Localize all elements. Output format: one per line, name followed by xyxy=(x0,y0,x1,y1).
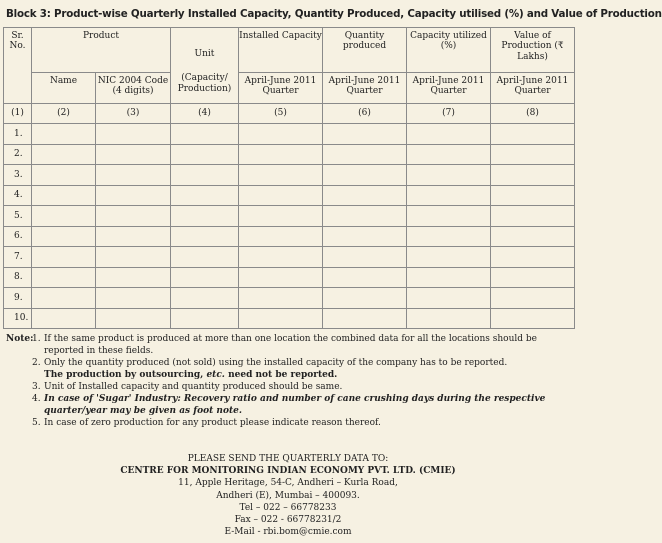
note-item xyxy=(32,333,572,357)
note-text: In case of zero production for any product please indicate reason thereof. xyxy=(44,418,381,428)
table-cell[interactable] xyxy=(239,267,323,288)
table-cell[interactable] xyxy=(323,206,407,227)
fax: Fax – 022 - 66778231/2 xyxy=(234,515,342,526)
send-instruction: PLEASE SEND THE QUARTERLY DATA TO: xyxy=(187,454,389,464)
table-cell[interactable] xyxy=(407,267,491,288)
note-item xyxy=(32,393,572,417)
table-cell[interactable] xyxy=(171,288,239,309)
table-cell[interactable] xyxy=(171,144,239,165)
notes-section xyxy=(6,333,572,429)
column-number: (3) xyxy=(96,104,171,124)
header-capacity-utilized: Capacity utilized (%) xyxy=(407,28,491,73)
header-quarter-7: April-June 2011 Quarter xyxy=(407,73,491,104)
table-cell[interactable] xyxy=(32,165,96,186)
table-row xyxy=(4,185,575,206)
table-cell[interactable] xyxy=(323,288,407,309)
table-cell[interactable] xyxy=(32,308,96,329)
table-cell[interactable] xyxy=(407,144,491,165)
note-number: 3. xyxy=(32,382,41,392)
header-quarter-6: April-June 2011 Quarter xyxy=(323,73,407,104)
note-item xyxy=(32,357,572,381)
table-cell[interactable] xyxy=(239,247,323,268)
note-bold-text: The production by outsourcing, xyxy=(44,370,207,380)
table-row xyxy=(4,247,575,268)
table-cell[interactable] xyxy=(407,247,491,268)
note-bold-italic-text: etc. xyxy=(206,370,225,380)
table-cell[interactable] xyxy=(32,144,96,165)
table-cell[interactable] xyxy=(96,144,171,165)
table-cell[interactable] xyxy=(32,206,96,227)
header-quantity-produced: Quantity produced xyxy=(323,28,407,73)
header-name: Name xyxy=(32,73,96,104)
table-cell[interactable] xyxy=(171,165,239,186)
table-cell[interactable] xyxy=(491,185,575,206)
address-line: 11, Apple Heritage, 54-C, Andheri – Kurla Road, xyxy=(178,478,398,489)
column-number: (7) xyxy=(407,104,491,124)
table-cell[interactable] xyxy=(491,144,575,165)
note-item xyxy=(32,417,572,429)
table-cell[interactable] xyxy=(239,288,323,309)
data-table xyxy=(3,27,575,329)
table-row xyxy=(4,226,575,247)
notes-label: Note: xyxy=(6,334,34,344)
table-cell[interactable] xyxy=(96,124,171,145)
table-cell[interactable] xyxy=(239,124,323,145)
header-unit-sub: (Capacity/ Production) xyxy=(177,73,232,94)
table-cell[interactable] xyxy=(323,165,407,186)
telephone: Tel – 022 – 66778233 xyxy=(239,502,337,513)
table-cell[interactable] xyxy=(96,185,171,206)
table-cell[interactable] xyxy=(491,247,575,268)
row-number: 4. xyxy=(4,185,32,206)
email: E-Mail - rbi.bom@cmie.com xyxy=(224,527,352,538)
table-cell[interactable] xyxy=(407,165,491,186)
table-cell[interactable] xyxy=(239,144,323,165)
header-installed-capacity: Installed Capacity xyxy=(239,28,323,73)
row-number: 10. xyxy=(4,308,32,329)
table-cell[interactable] xyxy=(239,206,323,227)
table-row xyxy=(4,124,575,145)
table-cell[interactable] xyxy=(323,226,407,247)
row-number: 8. xyxy=(4,267,32,288)
table-row xyxy=(4,144,575,165)
header-product: Product xyxy=(32,28,171,73)
table-cell[interactable] xyxy=(32,288,96,309)
table-cell[interactable] xyxy=(491,226,575,247)
row-number: 1. xyxy=(4,124,32,145)
table-cell[interactable] xyxy=(407,226,491,247)
address-line: Andheri (E), Mumbai – 400093. xyxy=(216,490,360,501)
table-row xyxy=(4,308,575,329)
table-cell[interactable] xyxy=(96,267,171,288)
table-cell[interactable] xyxy=(323,267,407,288)
table-cell[interactable] xyxy=(407,308,491,329)
table-cell[interactable] xyxy=(491,288,575,309)
table-cell[interactable] xyxy=(96,308,171,329)
table-cell[interactable] xyxy=(96,206,171,227)
table-cell[interactable] xyxy=(407,288,491,309)
table-cell[interactable] xyxy=(323,308,407,329)
table-cell[interactable] xyxy=(239,226,323,247)
note-number: 1. xyxy=(32,334,41,344)
column-number: (4) xyxy=(171,104,239,124)
table-cell[interactable] xyxy=(491,165,575,186)
table-cell[interactable] xyxy=(323,247,407,268)
table-cell[interactable] xyxy=(491,267,575,288)
column-number: (2) xyxy=(32,104,96,124)
table-cell[interactable] xyxy=(32,267,96,288)
note-text: Only the quantity produced (not sold) using the installed capacity of the company has to be reported. xyxy=(44,358,508,368)
note-item xyxy=(32,381,572,393)
table-cell[interactable] xyxy=(323,124,407,145)
table-cell[interactable] xyxy=(171,247,239,268)
note-bold-text: need not be reported. xyxy=(224,370,338,380)
table-row xyxy=(4,165,575,186)
notes-list xyxy=(6,333,572,429)
table-cell[interactable] xyxy=(407,124,491,145)
table-cell[interactable] xyxy=(407,185,491,206)
table-cell[interactable] xyxy=(323,185,407,206)
note-text: If the same product is produced at more than one location the combined data for all the locations should be reported in these fields. xyxy=(44,334,537,356)
table-cell[interactable] xyxy=(323,144,407,165)
table-row xyxy=(4,206,575,227)
column-number: (5) xyxy=(239,104,323,124)
table-cell[interactable] xyxy=(96,288,171,309)
header-quarter-5: April-June 2011 Quarter xyxy=(239,73,323,104)
block-title: Block 3: Product-wise Quarterly Installed Capacity, Quantity Produced, Capacity utilised (%) and Value of Production xyxy=(6,8,662,20)
note-number: 4. xyxy=(32,394,41,404)
table-cell[interactable] xyxy=(171,206,239,227)
table-cell[interactable] xyxy=(171,267,239,288)
table-cell[interactable] xyxy=(491,124,575,145)
column-number: (8) xyxy=(491,104,575,124)
note-number: 2. xyxy=(32,358,41,368)
table-cell[interactable] xyxy=(171,124,239,145)
header-sr-no: Sr. No. xyxy=(4,28,32,104)
table-cell[interactable] xyxy=(32,124,96,145)
header-value-of-production: Value of Production (₹ Lakhs) xyxy=(491,28,575,73)
column-number: (1) xyxy=(4,104,32,124)
table-cell[interactable] xyxy=(239,185,323,206)
table-cell[interactable] xyxy=(171,185,239,206)
row-number: 5. xyxy=(4,206,32,227)
table-cell[interactable] xyxy=(407,206,491,227)
table-cell[interactable] xyxy=(32,226,96,247)
table-cell[interactable] xyxy=(32,247,96,268)
note-text: Unit of Installed capacity and quantity produced should be same. xyxy=(44,382,343,392)
row-number: 6. xyxy=(4,226,32,247)
row-number: 9. xyxy=(4,288,32,309)
header-unit-label: Unit xyxy=(194,49,215,59)
table-cell[interactable] xyxy=(491,308,575,329)
table-cell[interactable] xyxy=(171,308,239,329)
table-cell[interactable] xyxy=(96,165,171,186)
header-nic-code: NIC 2004 Code (4 digits) xyxy=(96,73,171,104)
row-number: 7. xyxy=(4,247,32,268)
table-cell[interactable] xyxy=(239,308,323,329)
note-number: 5. xyxy=(32,418,41,428)
table-row xyxy=(4,267,575,288)
row-number: 2. xyxy=(4,144,32,165)
column-number-row xyxy=(4,104,575,124)
table-cell[interactable] xyxy=(96,226,171,247)
table-cell[interactable] xyxy=(96,247,171,268)
organization-name: CENTRE FOR MONITORING INDIAN ECONOMY PVT. LTD. (CMIE) xyxy=(120,466,456,477)
row-number: 3. xyxy=(4,165,32,186)
table-cell[interactable] xyxy=(491,206,575,227)
header-quarter-8: April-June 2011 Quarter xyxy=(491,73,575,104)
table-row xyxy=(4,288,575,309)
header-unit xyxy=(171,28,239,104)
contact-block xyxy=(0,453,576,538)
table-cell[interactable] xyxy=(32,185,96,206)
column-number: (6) xyxy=(323,104,407,124)
table-cell[interactable] xyxy=(239,165,323,186)
table-cell[interactable] xyxy=(171,226,239,247)
note-text: In case of 'Sugar' Industry: Recovery ratio and number of cane crushing days during the respective quarter/year may be given as foot note. xyxy=(44,394,546,416)
